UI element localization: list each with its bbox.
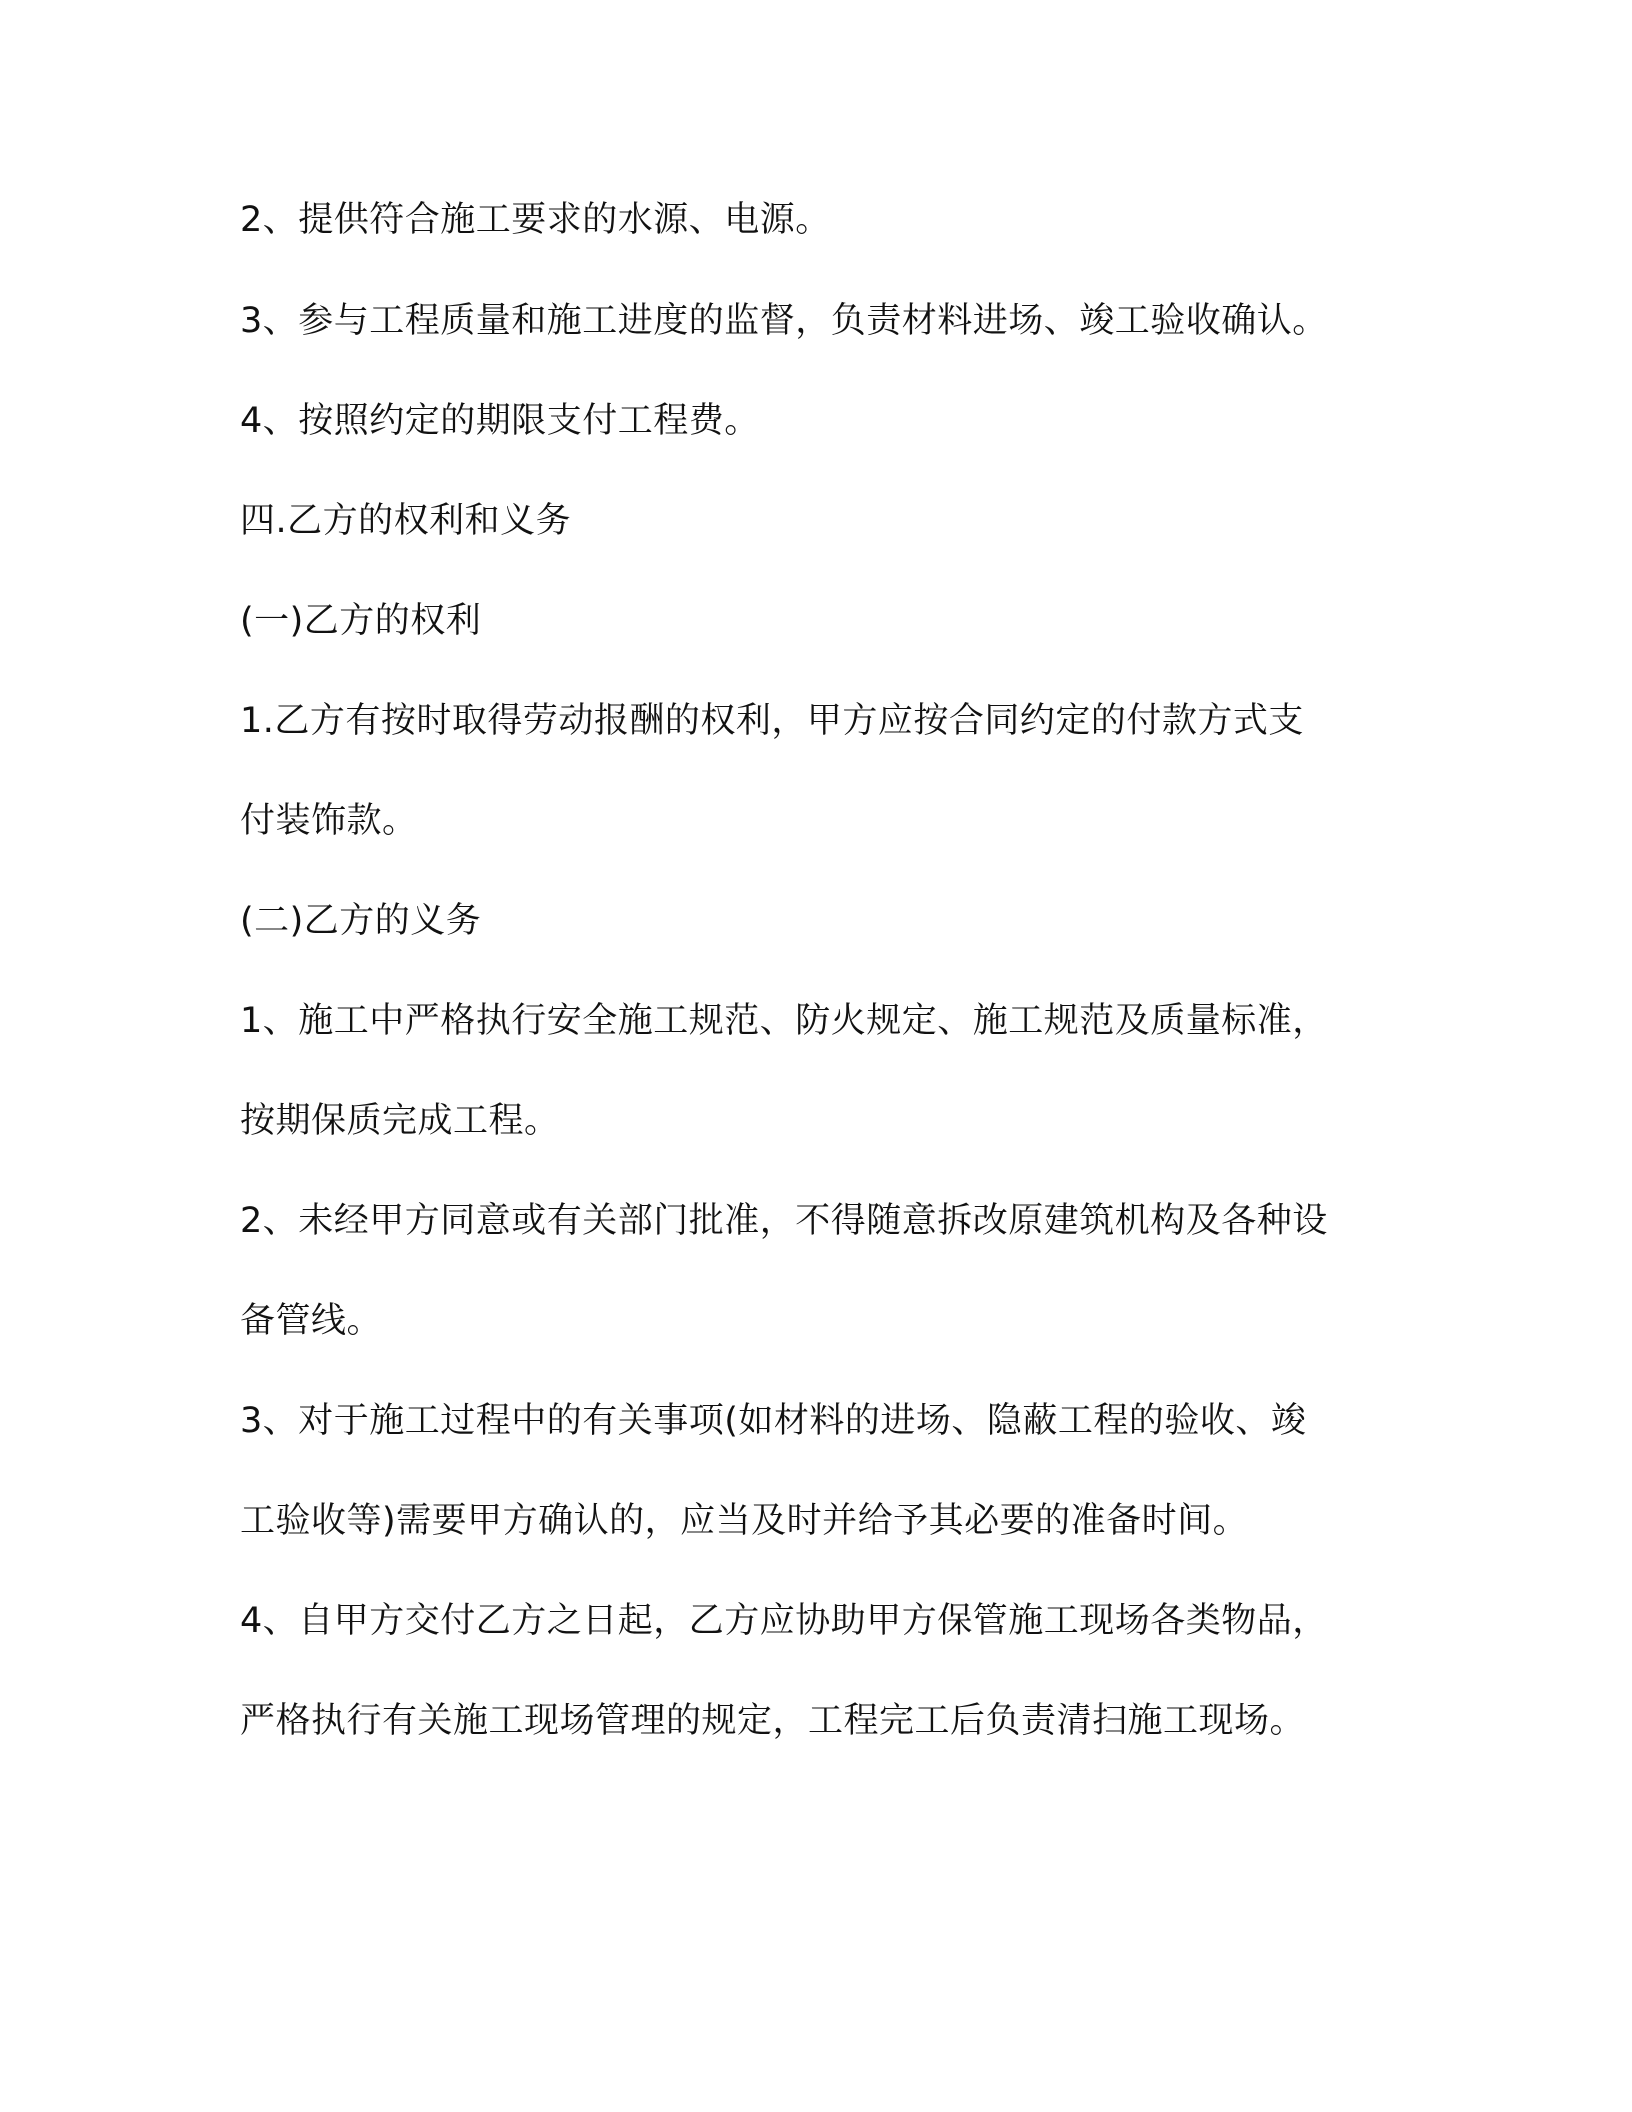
rights-item-1-line-1: 1.乙方有按时取得劳动报酬的权利，甲方应按合同约定的付款方式支 [240,701,1304,741]
obligation-1-line-1: 1、施工中严格执行安全施工规范、防火规定、施工规范及质量标准， [240,1001,1328,1041]
obligation-2-line-2: 备管线。 [240,1301,383,1341]
section-heading-4: 四.乙方的权利和义务 [240,501,572,541]
item-2-water-power: 2、提供符合施工要求的水源、电源。 [240,200,831,240]
subsection-heading-obligations: (二)乙方的义务 [240,901,482,941]
obligation-4-line-2: 严格执行有关施工现场管理的规定，工程完工后负责清扫施工现场。 [240,1701,1306,1741]
obligation-4-line-1: 4、自甲方交付乙方之日起，乙方应协助甲方保管施工现场各类物品， [240,1601,1328,1641]
obligation-2-line-1: 2、未经甲方同意或有关部门批准，不得随意拆改原建筑机构及各种设 [240,1201,1328,1241]
item-3-supervision: 3、参与工程质量和施工进度的监督，负责材料进场、竣工验收确认。 [240,301,1328,341]
item-4-payment: 4、按照约定的期限支付工程费。 [240,401,760,441]
obligation-1-line-2: 按期保质完成工程。 [240,1101,560,1141]
obligation-3-line-1: 3、对于施工过程中的有关事项(如材料的进场、隐蔽工程的验收、竣 [240,1401,1307,1441]
subsection-heading-rights: (一)乙方的权利 [240,601,482,641]
obligation-3-line-2: 工验收等)需要甲方确认的，应当及时并给予其必要的准备时间。 [240,1501,1249,1541]
rights-item-1-line-2: 付装饰款。 [240,801,418,841]
